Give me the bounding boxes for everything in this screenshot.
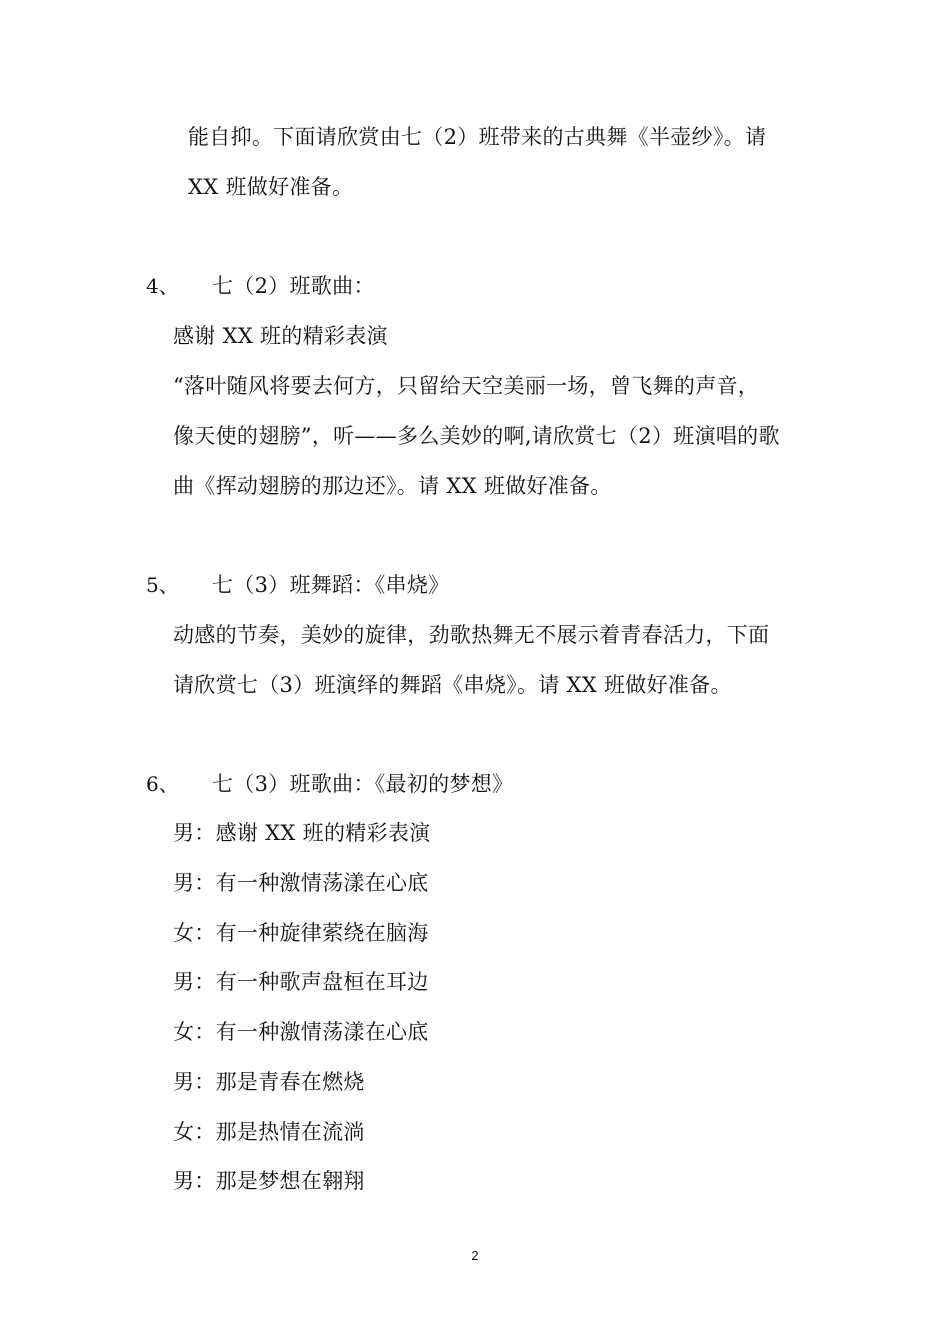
item-6-line-6: 男：那是青春在燃烧 bbox=[173, 1070, 365, 1094]
item-5-line-2: 请欣赏七（3）班演绎的舞蹈《串烧》。请 XX 班做好准备。 bbox=[173, 673, 732, 697]
item-6-line-2: 男：有一种激情荡漾在心底 bbox=[173, 871, 429, 895]
item-4-line-3: 像天使的翅膀”，听——多么美妙的啊,请欣赏七（2）班演唱的歌 bbox=[173, 424, 780, 448]
page-number: 2 bbox=[471, 1248, 479, 1263]
item-4-title: 七（2）班歌曲： bbox=[212, 274, 375, 298]
item-5-title: 七（3）班舞蹈：《串烧》 bbox=[212, 573, 450, 597]
item-6-line-8: 男：那是梦想在翱翔 bbox=[173, 1169, 365, 1193]
item-5-number: 5、 bbox=[146, 573, 179, 597]
item-6-line-4: 男：有一种歌声盘桓在耳边 bbox=[173, 970, 429, 994]
item-6-line-1: 男：感谢 XX 班的精彩表演 bbox=[173, 821, 431, 845]
item-4-line-2: “落叶随风将要去何方，只留给天空美丽一场，曾飞舞的声音， bbox=[173, 374, 760, 398]
item-4-line-1: 感谢 XX 班的精彩表演 bbox=[173, 324, 388, 348]
intro-line-2: XX 班做好准备。 bbox=[188, 175, 354, 199]
intro-line-1: 能自抑。下面请欣赏由七（2）班带来的古典舞《半壶纱》。请 bbox=[188, 125, 767, 149]
item-5-line-1: 动感的节奏，美妙的旋律，劲歌热舞无不展示着青春活力，下面 bbox=[173, 623, 770, 647]
item-6-line-3: 女：有一种旋律萦绕在脑海 bbox=[173, 921, 429, 945]
item-6-number: 6、 bbox=[146, 772, 179, 796]
item-6-line-5: 女：有一种激情荡漾在心底 bbox=[173, 1020, 429, 1044]
item-4-number: 4、 bbox=[146, 274, 179, 298]
item-4-line-4: 曲《挥动翅膀的那边还》。请 XX 班做好准备。 bbox=[173, 474, 612, 498]
item-6-title: 七（3）班歌曲：《最初的梦想》 bbox=[212, 772, 514, 796]
item-6-line-7: 女：那是热情在流淌 bbox=[173, 1120, 365, 1144]
